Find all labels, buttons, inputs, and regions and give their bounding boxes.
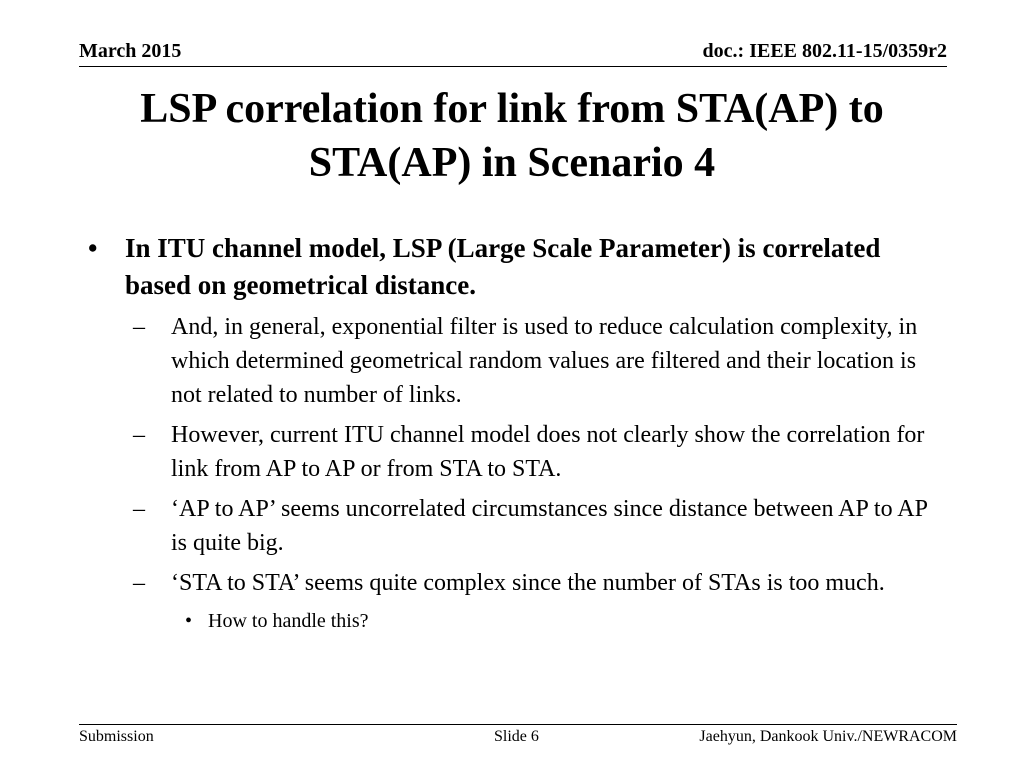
sub-bullet-text: However, current ITU channel model does not clearly show the correlation for link from AP to AP or from STA to STA. [171, 422, 925, 482]
bullet-item [88, 230, 948, 304]
bullet-marker: • [88, 233, 98, 263]
header-divider [79, 66, 947, 67]
sub-bullet-item [133, 492, 948, 560]
bullet-marker: • [185, 610, 193, 632]
sub-sub-bullet-item [185, 606, 948, 636]
sub-sub-bullet-text: How to handle this? [208, 610, 369, 632]
sub-bullet-text: ‘AP to AP’ seems uncorrelated circumstances since distance between AP to AP is quite big. [171, 496, 928, 556]
dash-marker: – [133, 314, 145, 340]
sub-bullet-item [133, 566, 948, 600]
footer-author: Jaehyun, Dankook Univ./NEWRACOM [699, 728, 957, 745]
header-date: March 2015 [79, 40, 182, 62]
sub-bullet-item [133, 310, 948, 412]
bullet-text: In ITU channel model, LSP (Large Scale Parameter) is correlated based on geometrical distance. [125, 233, 881, 300]
slide-title-line-2: STA(AP) in Scenario 4 [308, 140, 716, 186]
dash-marker: – [133, 570, 145, 596]
slide-body [88, 230, 948, 636]
dash-marker: – [133, 496, 145, 522]
footer-divider [79, 724, 957, 725]
slide-title [60, 82, 964, 190]
slide-title-line-1: LSP correlation for link from STA(AP) to [140, 86, 884, 132]
sub-bullet-text: And, in general, exponential filter is used to reduce calculation complexity, in which determined geometrical random values are filtered and their location is not related to number of links. [171, 314, 918, 408]
header-doc-id: doc.: IEEE 802.11-15/0359r2 [702, 40, 947, 62]
dash-marker: – [133, 422, 145, 448]
sub-bullet-text: ‘STA to STA’ seems quite complex since the number of STAs is too much. [171, 570, 885, 596]
footer-submission: Submission [79, 728, 154, 745]
sub-bullet-item [133, 418, 948, 486]
footer-slide-number: Slide 6 [494, 728, 539, 745]
